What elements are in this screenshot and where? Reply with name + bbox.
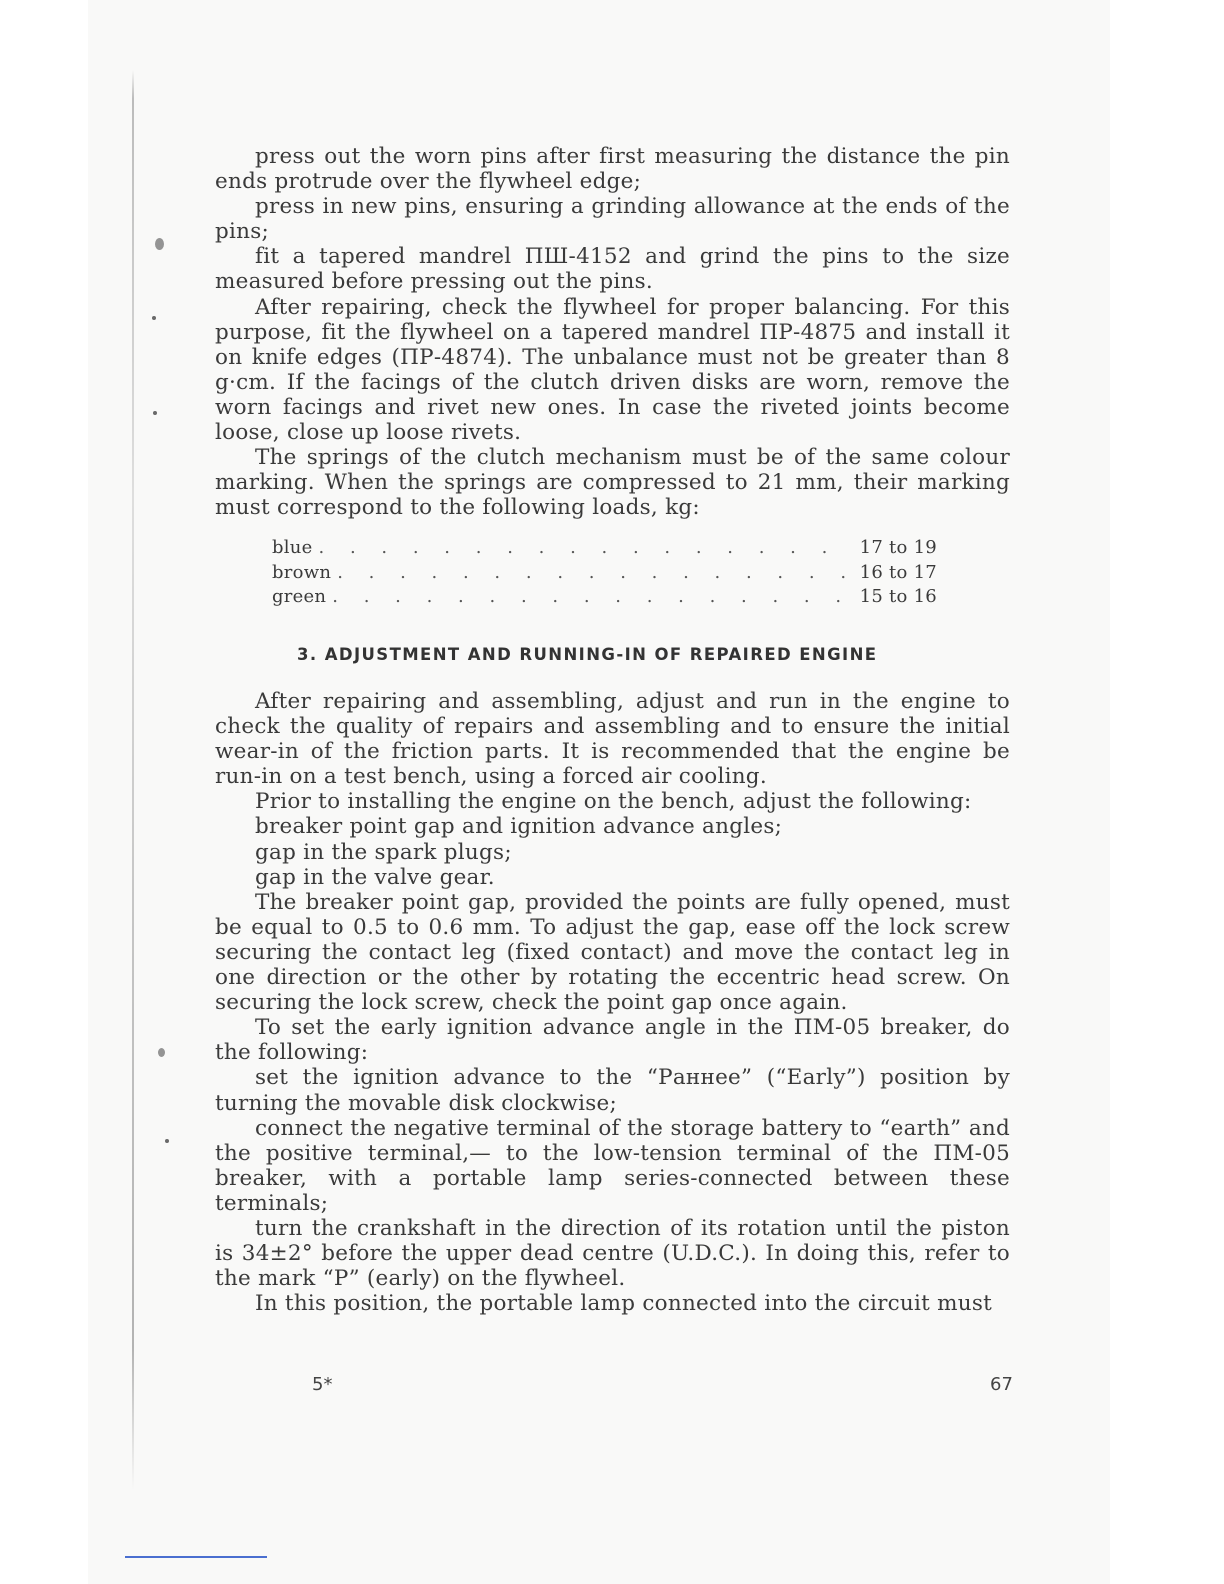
- load-colour: blue: [272, 537, 313, 559]
- load-value: 17 to 19: [859, 537, 937, 559]
- paragraph: breaker point gap and ignition advance angles;: [255, 814, 783, 840]
- paragraph: The breaker point gap, provided the points are fully opened, must be equal to 0.5 to 0.6 mm. To adjust the gap, ease off the lock screw securing the contact leg (fixed contact) and move the contact leg in one direction or the other by rotating the eccentric head screw. On securing the lock screw, check the point gap once again.: [215, 889, 1010, 1016]
- paragraph: Prior to installing the engine on the bench, adjust the following:: [255, 789, 972, 815]
- paragraph: In this position, the portable lamp connected into the circuit must: [255, 1291, 993, 1317]
- paragraph: fit a tapered mandrel ПШ-4152 and grind the pins to the size measured before pressing out the pins.: [215, 244, 1010, 295]
- paragraph: After repairing and assembling, adjust and run in the engine to check the quality of repairs and assembling and to ensure the initial wear-in of the friction parts. It is recommended that the engine be run-in on a test bench, using a forced air cooling.: [215, 689, 1010, 790]
- load-colour: brown: [272, 561, 332, 583]
- paragraph: gap in the valve gear.: [255, 864, 495, 890]
- paragraph: After repairing, check the flywheel for proper balancing. For this purpose, fit the flywheel on a tapered mandrel ПР-4875 and install it on knife edges (ПР-4874). The unbalance must not be greater than 8 g·cm. If the facings of the clutch driven disks are worn, remove the worn facings and rivet new ones. In case the riveted joints become loose, close up loose rivets.: [215, 294, 1010, 446]
- load-row: [272, 536, 937, 561]
- scan-speck: [155, 238, 164, 250]
- paragraph: press in new pins, ensuring a grinding allowance at the ends of the pins;: [215, 194, 1010, 245]
- scan-speck: [165, 1139, 169, 1143]
- paragraph: connect the negative terminal of the storage battery to “earth” and the positive terminal,— to the low-tension terminal of the ПМ-05 breaker, with a portable lamp series-connected between these terminals;: [215, 1115, 1010, 1216]
- paragraph: turn the crankshaft in the direction of its rotation until the piston is 34±2° before the upper dead centre (U.D.C.). In doing this, refer to the mark “P” (early) on the flywheel.: [215, 1215, 1010, 1292]
- paragraph: The springs of the clutch mechanism must be of the same colour marking. When the springs are compressed to 21 mm, their marking must correspond to the following loads, kg:: [215, 445, 1010, 521]
- page-body: [215, 144, 1010, 1316]
- load-row: [272, 585, 937, 610]
- dot-leader: [337, 561, 853, 586]
- paragraph: set the ignition advance to the “Раннее” (“Early”) position by turning the movable disk clockwise;: [215, 1065, 1010, 1116]
- scan-speck: [152, 316, 156, 320]
- binding-edge: [132, 70, 134, 1490]
- paragraph: gap in the spark plugs;: [255, 839, 512, 865]
- spring-load-table: [272, 536, 937, 610]
- load-colour: green: [272, 586, 327, 608]
- page-number: 67: [990, 1374, 1013, 1395]
- load-row: [272, 561, 937, 586]
- load-value: 15 to 16: [859, 586, 937, 608]
- dot-leader: [319, 536, 854, 561]
- paragraph: To set the early ignition advance angle in the ПМ-05 breaker, do the following:: [215, 1015, 1010, 1066]
- scan-speck: [158, 1048, 165, 1057]
- load-value: 16 to 17: [859, 561, 937, 583]
- signature-mark: 5*: [312, 1374, 333, 1395]
- footnote-rule: [125, 1556, 267, 1558]
- scan-speck: [153, 411, 157, 415]
- paragraph: press out the worn pins after first measuring the distance the pin ends protrude over the flywheel edge;: [215, 144, 1010, 195]
- dot-leader: [332, 585, 853, 610]
- section-heading: 3. ADJUSTMENT AND RUNNING-IN OF REPAIRED ENGINE: [297, 644, 878, 664]
